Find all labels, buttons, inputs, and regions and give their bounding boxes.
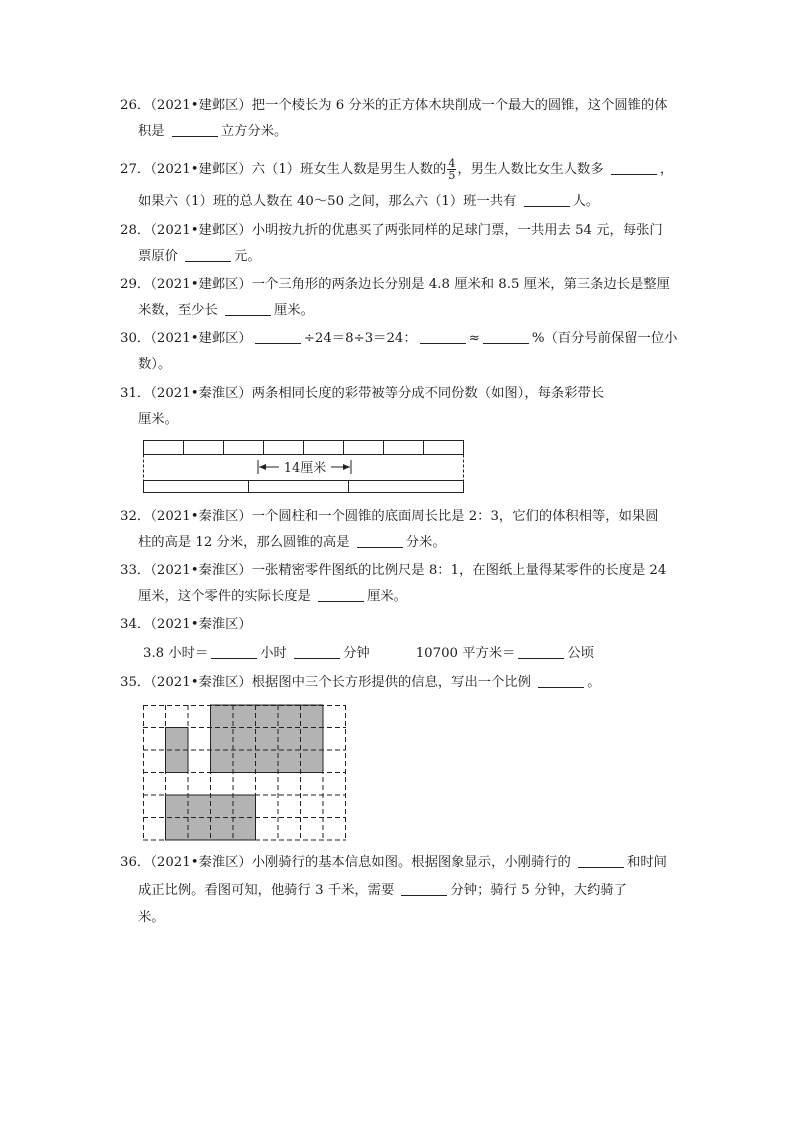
q31-line2: 厘米。 [138, 412, 178, 427]
q33-text-b: 厘米。 [367, 589, 407, 604]
q29-line1: 29．（2021•建邺区）一个三角形的两条边长分别是 4.8 厘米和 8.5 厘米，第三条边长是整厘 [120, 277, 670, 292]
q30-answer-blank-3[interactable] [483, 329, 529, 344]
q30-text-c: ≈ [468, 331, 480, 346]
q27-text-a: 27．（2021•建邺区）六（1）班女生人数是男生人数的 [120, 162, 447, 177]
q30-text-d: %（百分号前保留一位小 [531, 331, 678, 346]
q27-text-e: 人。 [572, 194, 600, 209]
q26-line1: 26．（2021•建邺区）把一个棱长为 6 分米的正方体木块削成一个最大的圆锥，这个圆锥的体 [120, 98, 668, 113]
q30-line1 [120, 329, 677, 349]
q26-text-b: 立方分米。 [220, 124, 288, 139]
q34-text-e: 公顷 [567, 646, 594, 661]
q31-ribbon-figure [143, 440, 465, 495]
q35-text-a: 35．（2021•秦淮区）根据图中三个长方形提供的信息，写出一个比例 [120, 675, 536, 690]
q27-fraction-numerator: 4 [448, 157, 456, 170]
q36-answer-blank-2[interactable] [401, 881, 447, 896]
q34-line1: 34．（2021•秦淮区） [120, 617, 252, 632]
q36-text-a: 36．（2021•秦淮区）小刚骑行的基本信息如图。根据图象显示，小刚骑行的 [120, 855, 576, 870]
q30-answer-blank-2[interactable] [420, 329, 466, 344]
q32-line2 [138, 533, 446, 553]
q32-text-b: 分米。 [405, 535, 446, 550]
q36-line1 [120, 853, 667, 873]
q27-text-d: 如果六（1）班的总人数在 40～50 之间，那么六（1）班一共有 [138, 194, 521, 209]
q36-line2 [138, 881, 627, 901]
q27-fraction-denominator: 5 [448, 169, 456, 182]
q34-text-b: 小时 [260, 646, 292, 661]
q34-text-c: 分钟 [343, 646, 370, 661]
q29-text-b: 厘米。 [274, 303, 314, 318]
q26-text-a: 积是 [138, 124, 169, 139]
q34-line2 [143, 644, 594, 664]
q26-answer-blank[interactable] [172, 122, 218, 137]
q36-answer-blank-1[interactable] [578, 853, 624, 868]
q36-text-c: 成正比例。看图可知，他骑行 3 千米，需要 [138, 883, 399, 898]
q27-line2 [138, 192, 599, 212]
q34-answer-blank-2[interactable] [294, 644, 340, 659]
q29-text-a: 米数，至少长 [138, 303, 223, 318]
q27-fraction [447, 158, 456, 181]
q36-text-d: 分钟；骑行 5 分钟，大约骑了 [450, 883, 627, 898]
q34-answer-blank-1[interactable] [211, 644, 257, 659]
q32-answer-blank[interactable] [357, 533, 403, 548]
q35-line1 [120, 673, 601, 693]
q28-text-b: 元。 [234, 249, 261, 264]
q33-line1: 33．（2021•秦淮区）一张精密零件图纸的比例尺是 8：1，在图纸上量得某零件的长度是 24 [120, 563, 667, 578]
q36-line3: 米。 [138, 910, 165, 925]
q34-answer-blank-3[interactable] [518, 644, 564, 659]
q33-text-a: 厘米，这个零件的实际长度是 [138, 589, 316, 604]
q35-grid-figure [143, 705, 349, 843]
q30-text-a: 30．（2021•建邺区） [120, 331, 252, 346]
q28-text-a: 票原价 [138, 249, 183, 264]
q28-line2 [138, 247, 261, 267]
measure-label: 14厘米 [283, 461, 327, 476]
q30-answer-blank-1[interactable] [255, 329, 301, 344]
q28-answer-blank[interactable] [185, 247, 231, 262]
q27-answer-blank-2[interactable] [524, 192, 570, 207]
q27-answer-blank-1[interactable] [611, 160, 657, 175]
q32-text-a: 柱的高是 12 分米，那么圆锥的高是 [138, 535, 354, 550]
q29-answer-blank[interactable] [225, 301, 271, 316]
rectangle-large [211, 705, 324, 773]
q33-answer-blank[interactable] [318, 587, 364, 602]
q33-line2 [138, 587, 407, 607]
q35-text-b: 。 [587, 675, 601, 690]
q32-line1: 32．（2021•秦淮区）一个圆柱和一个圆锥的底面周长比是 2：3，它们的体积相等，如果圆 [120, 509, 659, 524]
q27-text-b: ，男生人数比女生人数多 [457, 162, 608, 177]
q27-line1 [120, 158, 673, 181]
q31-line1: 31．（2021•秦淮区）两条相同长度的彩带被等分成不同份数（如图），每条彩带长 [120, 386, 605, 401]
q27-text-c: ， [659, 162, 674, 177]
ribbon-bottom [144, 481, 464, 493]
q30-text-b: ÷24＝8÷3＝24： [303, 331, 417, 346]
q34-text-a: 3.8 小时＝ [143, 646, 209, 661]
q34-text-d: 10700 平方米＝ [415, 646, 516, 661]
q35-answer-blank[interactable] [538, 673, 584, 688]
q36-text-b: 和时间 [627, 855, 667, 870]
q30-line2: 数）。 [138, 357, 172, 372]
q29-line2 [138, 301, 314, 321]
q26-line2 [138, 122, 287, 142]
q28-line1: 28．（2021•建邺区）小明按九折的优惠买了两张同样的足球门票，一共用去 54 元，每张门 [120, 223, 663, 238]
